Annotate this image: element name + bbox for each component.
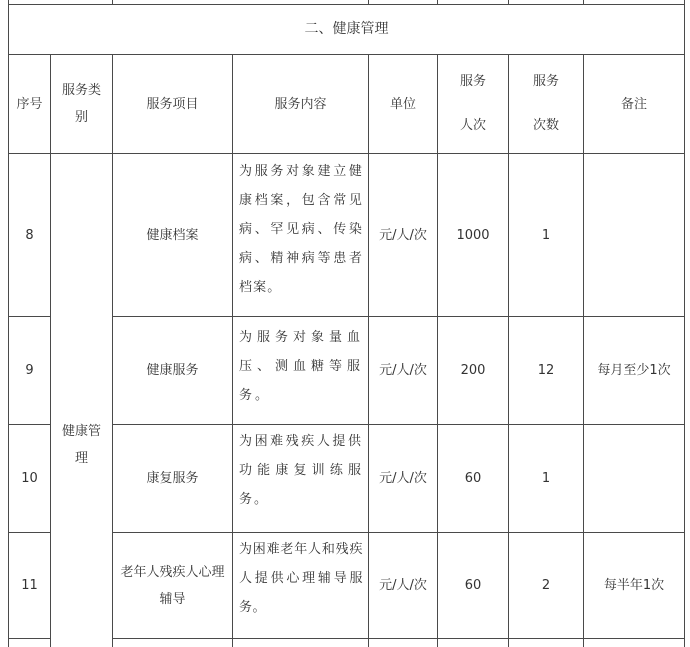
grid-line [112,638,685,639]
header-content: 服务内容 [274,96,327,112]
section-title: 二、健康管理 [304,21,389,37]
row-item: 健康档案 [146,227,199,243]
header-times: 服务 次数 [532,74,559,133]
row-content: 为服务对象量血压、测血糖等服务。 [239,330,363,403]
row-unit: 元/人/次 [379,227,427,243]
grid-line [684,0,685,647]
header-remark: 备注 [620,96,647,112]
header-item: 服务项目 [146,96,199,112]
row-index: 11 [21,578,38,593]
row-remark [584,425,684,532]
header-persons: 服务 人次 [459,74,486,133]
row-persons: 60 [464,471,482,486]
row-unit: 元/人/次 [379,471,427,486]
row-index: 10 [21,471,38,486]
row-unit: 元/人/次 [379,578,427,593]
row-item: 康复服务 [146,471,199,486]
row-remark: 每半年1次 [603,578,665,593]
row-persons: 1000 [456,227,490,243]
row-index: 8 [25,227,34,243]
row-persons: 60 [464,578,482,593]
row-unit: 元/人/次 [379,363,427,378]
row-remark: 每月至少1次 [597,363,671,378]
row-persons: 200 [460,363,486,378]
category-merged: 健康管 理 [61,424,101,466]
row-index: 9 [25,363,34,378]
row-content: 为困难老年人和残疾人提供心理辅导服务。 [239,542,363,615]
row-item: 老年人残疾人心理辅导 [120,564,225,607]
row-times: 1 [541,227,551,243]
grid-line [8,638,51,639]
row-remark [584,154,684,316]
row-times: 2 [541,578,551,593]
row-content: 为困难残疾人提供功能康复训练服务。 [239,434,363,507]
row-item: 健康服务 [146,363,199,378]
header-category: 服务类 别 [61,83,101,125]
header-unit: 单位 [389,96,416,112]
header-index: 序号 [16,96,43,112]
row-times: 1 [541,471,551,486]
row-content: 为服务对象建立健康档案，包含常见病、罕见病、传染病、精神病等患者档案。 [239,164,363,295]
row-times: 12 [537,363,555,378]
